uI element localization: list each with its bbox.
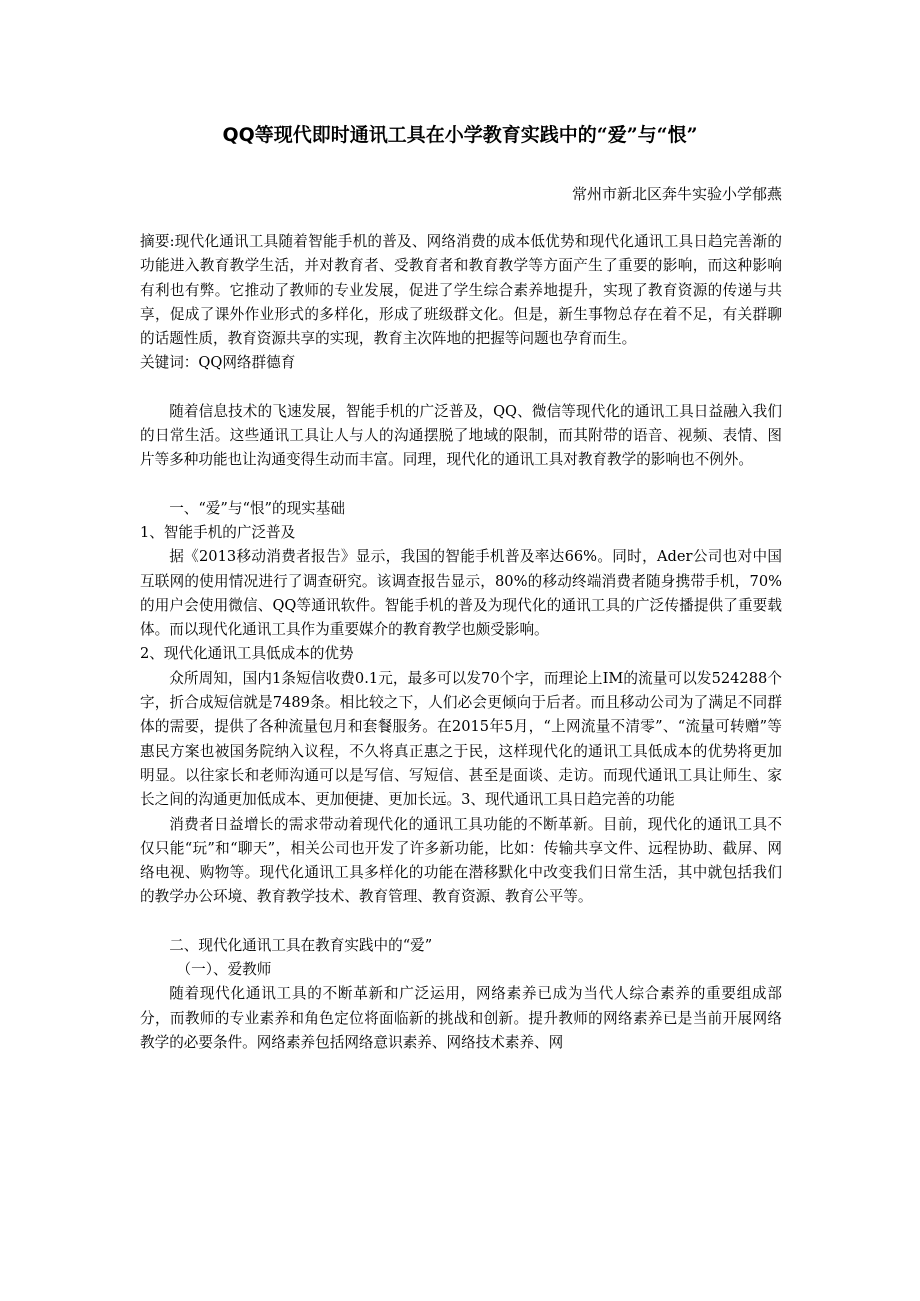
abstract-paragraph [140, 230, 782, 351]
spacer [140, 376, 782, 400]
keywords-line [140, 351, 782, 375]
section2-sub1-heading: （一）、爱教师 [176, 961, 272, 979]
section1-sub1-heading: 1、智能手机的广泛普及 [140, 523, 296, 541]
section1-heading: 一、“爱”与“恨”的现实基础 [169, 499, 345, 517]
keywords-text: QQ网络群德育 [198, 354, 296, 372]
section2-heading: 二、现代化通讯工具在教育实践中的“爱” [169, 936, 433, 954]
document-body [140, 230, 782, 1055]
keywords-label: 关键词： [140, 354, 199, 372]
title-text: 等现代即时通讯工具在小学教育实践中的“爱”与“恨” [254, 124, 698, 146]
abstract-text: 现代化通讯工具随着智能手机的普及、网络消费的成本低优势和现代化通讯工具日趋完善渐的功能进入教育教学生活，并对教育者、受教育者和教育教学等方面产生了重要的影响，而这种影响有利也有弊。它推动了教师的专业发展，促进了学生综合素养地提升，实现了教育资源的传递与共享，促成了课外作业形式的多样化，形成了班级群文化。但是，新生事物总存在着不足，有关群聊的话题性质，教育资源共享的实现，教育主次阵地的把握等问题也孕育而生。 [140, 233, 782, 348]
abstract-label: 摘要: [140, 233, 175, 250]
section2-sub1-paragraph: 随着现代化通讯工具的不断革新和广泛运用，网络素养已成为当代人综合素养的重要组成部分，而教师的专业素养和角色定位将面临新的挑战和创新。提升教师的网络素养已是当前开展网络教学的必要条件。网络素养包括网络意识素养、网络技术素养、网 [140, 985, 782, 1051]
author-line: 常州市新北区奔牛实验小学郁燕 [571, 185, 782, 203]
spacer [140, 910, 782, 934]
spacer [140, 473, 782, 497]
document-title [100, 121, 820, 149]
section1-sub2-heading: 2、现代化通讯工具低成本的优势 [140, 645, 354, 663]
section1-sub1-paragraph: 据《2013移动消费者报告》显示，我国的智能手机普及率达66%。同时，Ader公司也对中国互联网的使用情况进行了调查研究。该调查报告显示，80%的移动终端消费者随身携带手机，70%的用户会使用微信、QQ等通讯软件。智能手机的普及为现代化的通讯工具的广泛传播提供了重要载体。而以现代化通讯工具作为重要媒介的教育教学也颇受影响。 [140, 548, 782, 639]
section1-sub2-paragraph: 众所周知，国内1条短信收费0.1元，最多可以发70个字，而理论上IM的流量可以发524288个字，折合成短信就是7489条。相比较之下，人们必会更倾向于后者。而且移动公司为了满足不同群体的需要，提供了各种流量包月和套餐服务。在2015年5月，“上网流量不清零”、“流量可转赠”等惠民方案也被国务院纳入议程，不久将真正惠之于民，这样现代化的通讯工具低成本的优势将更加明显。以往家长和老师沟通可以是写信、写短信、甚至是面谈、走访。而现代通讯工具让师生、家长之间的沟通更加低成本、更加便捷、更加长远。3、现代通讯工具日趋完善的功能 [140, 669, 782, 809]
section1-sub3-paragraph: 消费者日益增长的需求带动着现代化的通讯工具功能的不断革新。目前，现代化的通讯工具不仅只能“玩”和“聊天”，相关公司也开发了许多新功能，比如：传输共享文件、远程协助、截屏、网络电视、购物等。现代化通讯工具多样化的功能在潜移默化中改变我们日常生活，其中就包括我们的教学办公环境、教育教学技术、教育管理、教育资源、教育公平等。 [140, 815, 782, 906]
intro-paragraph: 随着信息技术的飞速发展，智能手机的广泛普及，QQ、微信等现代化的通讯工具日益融入我们的日常生活。这些通讯工具让人与人的沟通摆脱了地域的限制，而其附带的语音、视频、表情、图片等多种功能也让沟通变得生动而丰富。同理，现代化的通讯工具对教育教学的影响也不例外。 [140, 402, 782, 469]
title-latin: QQ [222, 124, 255, 146]
